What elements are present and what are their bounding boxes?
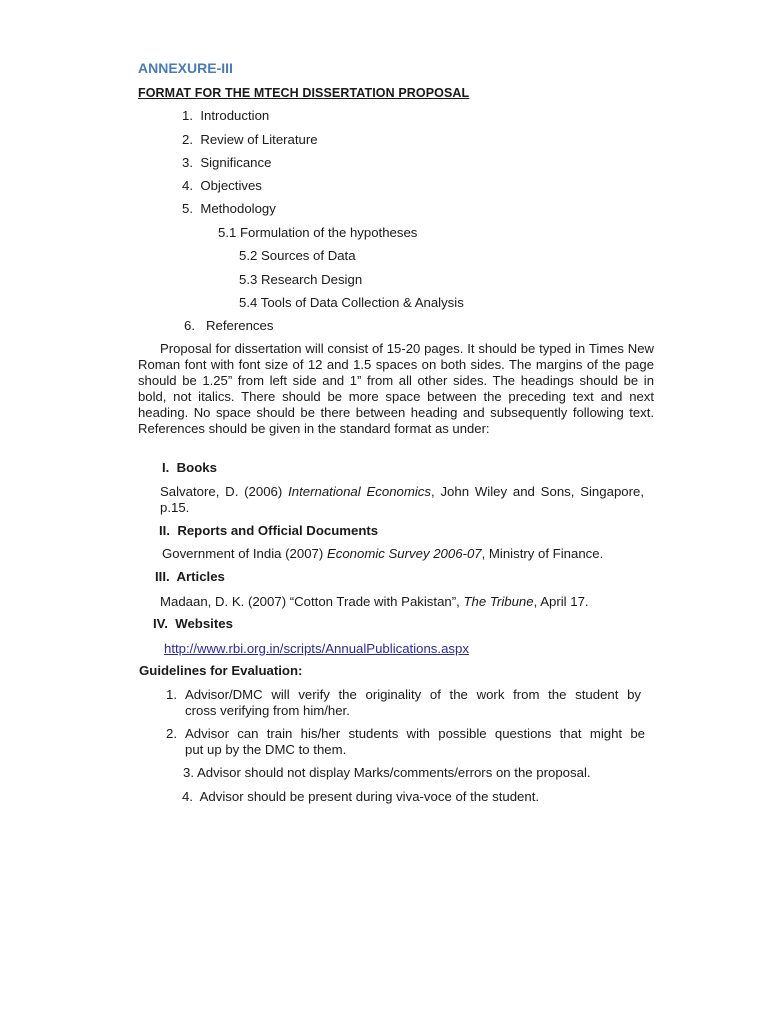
outline-item: 6. References <box>184 318 274 333</box>
annexure-label: ANNEXURE-III <box>138 60 233 76</box>
reference-book: Salvatore, D. (2006) International Economics, John Wiley and Sons, Singapore, p.15. <box>160 484 644 516</box>
section-heading-websites: IV. Websites <box>153 616 233 631</box>
guideline-item-line: Advisor can train his/her students with possible questions that might be <box>185 726 645 741</box>
section-heading-articles: III. Articles <box>155 569 225 584</box>
outline-item: 4. Objectives <box>182 178 262 193</box>
outline-subitem: 5.3 Research Design <box>239 272 363 287</box>
section-heading-reports: II. Reports and Official Documents <box>159 523 379 538</box>
instructions-paragraph: Proposal for dissertation will consist of 15-20 pages. It should be typed in Times New Roman font with font size of 12 and 1.5 spaces on both sides. The margins of the page should be 1.25” from left side and 1” from all other sides. The headings should be in bold, not italics. There should be more space between the preceding text and next heading. No space should be there between heading and subsequently following text. References should be given in the standard format as under: <box>138 341 654 437</box>
guideline-item-line: put up by the DMC to them. <box>185 742 347 757</box>
outline-subitem: 5.4 Tools of Data Collection & Analysis <box>239 295 464 310</box>
outline-subitem: 5.2 Sources of Data <box>239 248 356 263</box>
reference-article: Madaan, D. K. (2007) “Cotton Trade with Pakistan”, The Tribune, April 17. <box>160 594 589 609</box>
outline-item: 3. Significance <box>182 155 272 170</box>
guideline-number: 2. <box>166 726 177 741</box>
section-heading-books: I. Books <box>162 460 217 475</box>
guideline-item-line: cross verifying from him/her. <box>185 703 350 718</box>
guideline-item: 4. Advisor should be present during viva-voce of the student. <box>182 789 540 804</box>
outline-item: 1. Introduction <box>182 108 270 123</box>
website-link[interactable]: http://www.rbi.org.in/scripts/AnnualPublications.aspx <box>164 641 469 656</box>
reference-report: Government of India (2007) Economic Survey 2006-07, Ministry of Finance. <box>162 546 604 561</box>
guideline-item-line: Advisor/DMC will verify the originality of the work from the student by <box>185 687 641 702</box>
guidelines-heading: Guidelines for Evaluation: <box>139 663 303 678</box>
guideline-item: 3. Advisor should not display Marks/comments/errors on the proposal. <box>183 765 591 780</box>
outline-item: 2. Review of Literature <box>182 132 318 147</box>
outline-item: 5. Methodology <box>182 201 276 216</box>
guideline-number: 1. <box>166 687 177 702</box>
outline-subitem: 5.1 Formulation of the hypotheses <box>218 225 418 240</box>
page-title: FORMAT FOR THE MTECH DISSERTATION PROPOSAL <box>138 86 470 100</box>
